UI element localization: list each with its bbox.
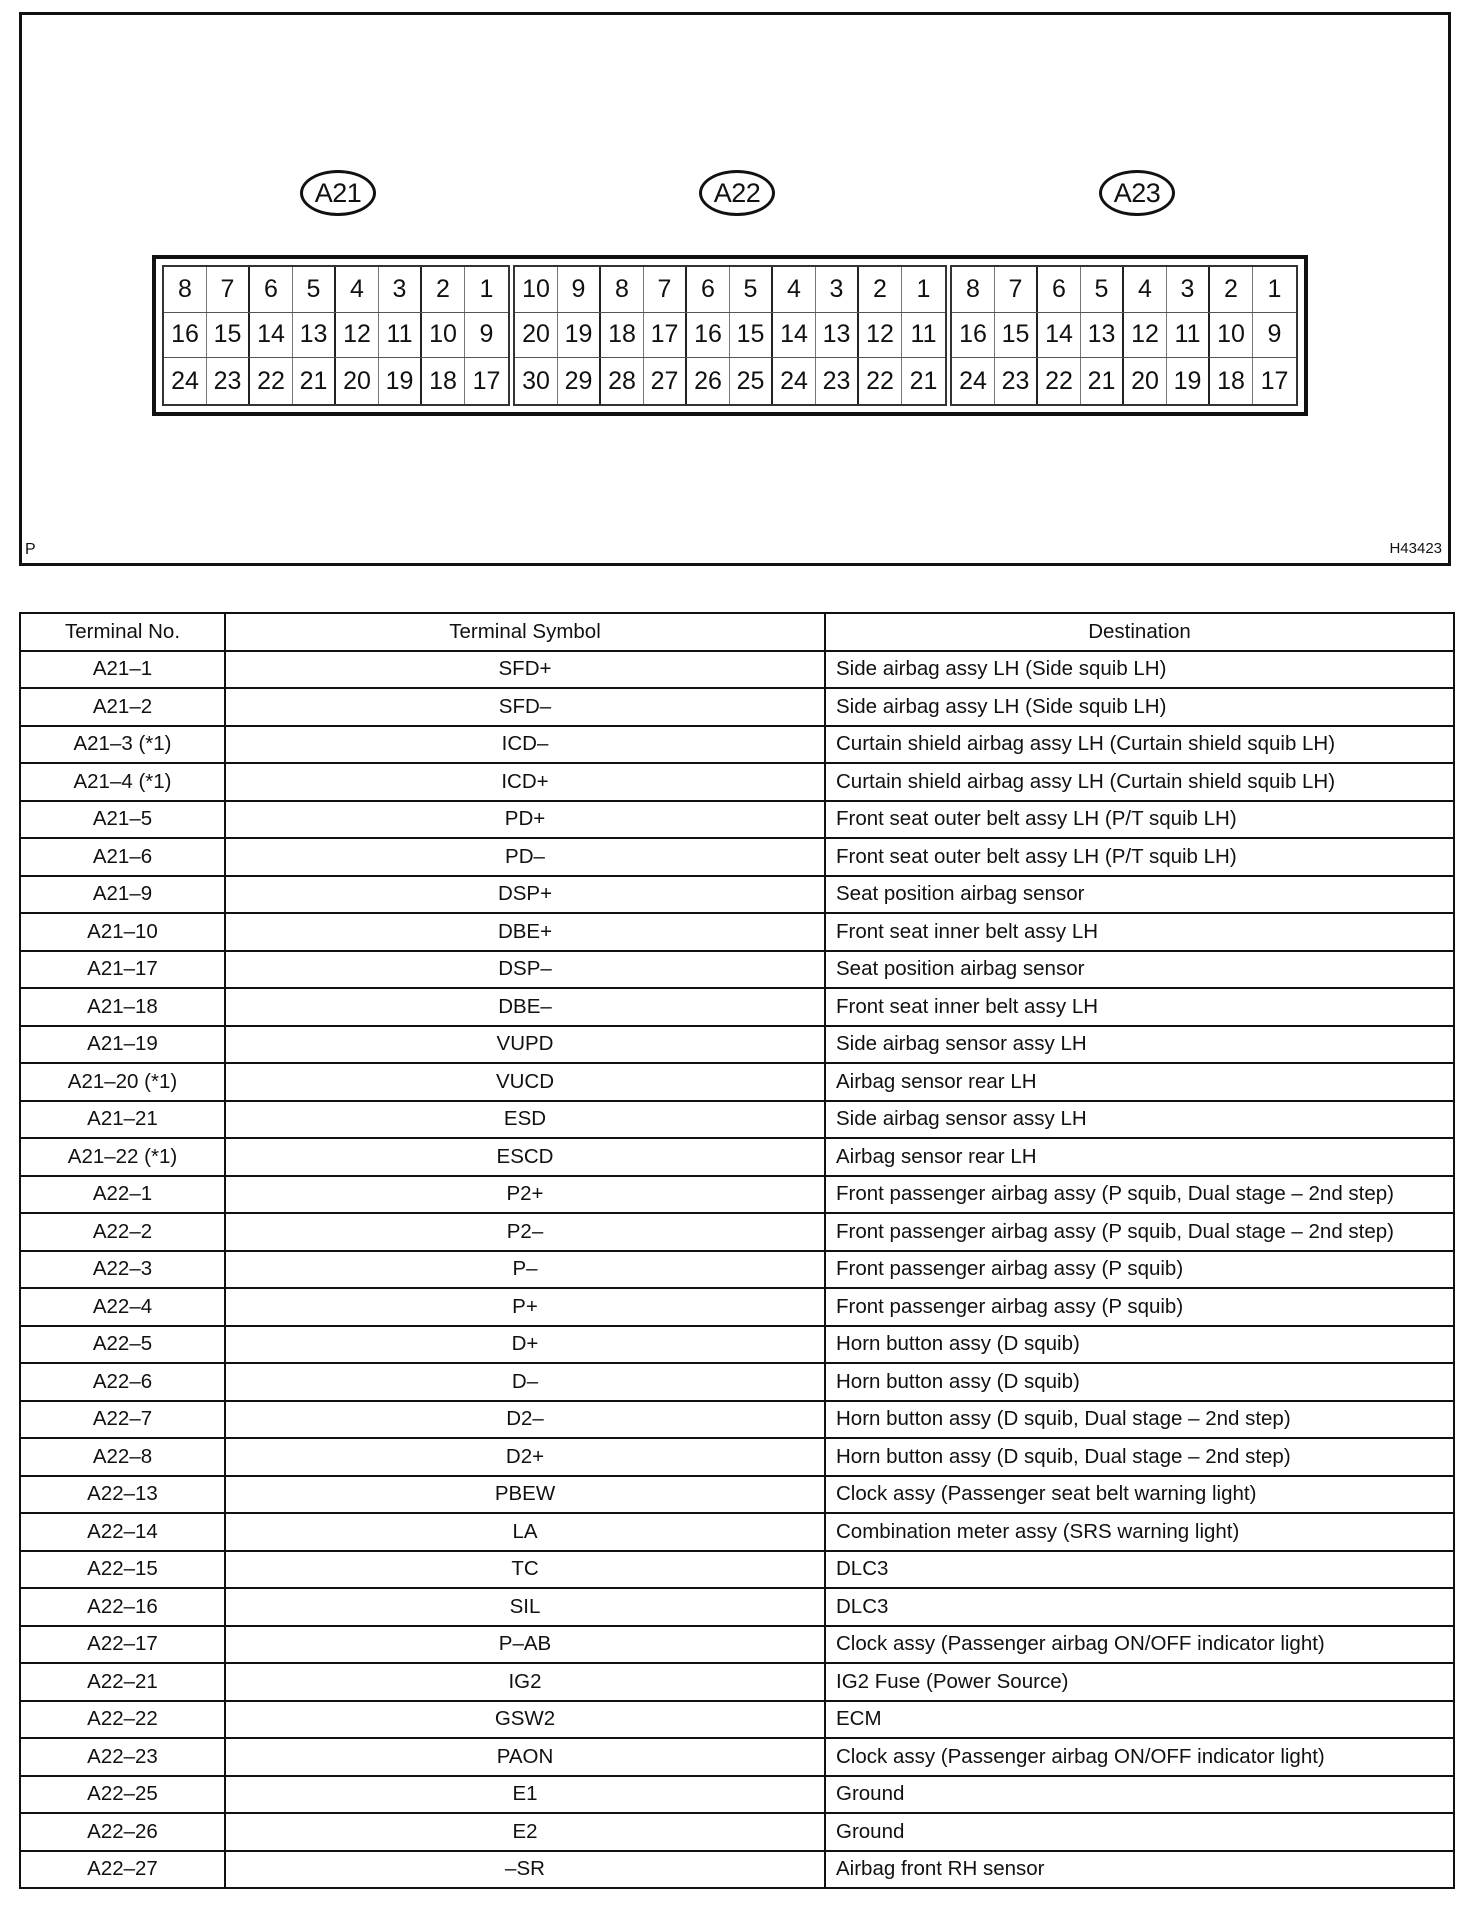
terminal-symbol-cell: DSP+ (225, 876, 825, 914)
terminal-pin: 11 (379, 313, 422, 358)
terminal-pin: 4 (1124, 267, 1167, 312)
table-row (20, 1288, 1454, 1326)
terminal-pin: 16 (952, 313, 995, 358)
terminal-no-cell: A21–19 (20, 1026, 225, 1064)
terminal-pin: 14 (250, 313, 293, 358)
destination-cell: Ground (825, 1813, 1454, 1851)
terminal-table (19, 612, 1455, 1889)
terminal-pin: 4 (773, 267, 816, 312)
terminal-symbol-cell: IG2 (225, 1663, 825, 1701)
terminal-pin: 27 (644, 358, 687, 404)
terminal-symbol-cell: LA (225, 1513, 825, 1551)
terminal-pin: 16 (687, 313, 730, 358)
terminal-symbol-cell: –SR (225, 1851, 825, 1889)
terminal-symbol-cell: D+ (225, 1326, 825, 1364)
terminal-pin: 18 (422, 358, 465, 404)
terminal-pin: 14 (1038, 313, 1081, 358)
terminal-no-cell: A22–25 (20, 1776, 225, 1814)
terminal-symbol-cell: D2+ (225, 1438, 825, 1476)
table-row (20, 1476, 1454, 1514)
terminal-pin: 17 (472, 366, 501, 395)
terminal-symbol-cell: ICD– (225, 726, 825, 764)
table-row (20, 1588, 1454, 1626)
terminal-pin: 13 (816, 313, 859, 358)
terminal-symbol-cell: VUPD (225, 1026, 825, 1064)
terminal-no-cell: A22–27 (20, 1851, 225, 1889)
destination-cell: Front passenger airbag assy (P squib) (825, 1251, 1454, 1289)
table-row (20, 1251, 1454, 1289)
table-row (20, 1738, 1454, 1776)
table-row (20, 1063, 1454, 1101)
terminal-no-cell: A22–16 (20, 1588, 225, 1626)
terminal-pin: 8 (952, 267, 995, 312)
terminal-pin: 8 (164, 267, 207, 312)
destination-cell: Seat position airbag sensor (825, 876, 1454, 914)
terminal-pin: 10 (1210, 313, 1253, 358)
terminal-pin: 11 (910, 320, 937, 349)
terminal-pin: 7 (644, 267, 687, 312)
terminal-pin: 23 (995, 358, 1038, 404)
pin-row (952, 313, 1296, 359)
terminal-pin: 12 (1124, 313, 1167, 358)
header-destination: Destination (825, 613, 1454, 651)
destination-cell: Airbag sensor rear LH (825, 1063, 1454, 1101)
terminal-pin: 19 (558, 313, 601, 358)
terminal-no-cell: A22–5 (20, 1326, 225, 1364)
terminal-no-cell: A22–22 (20, 1701, 225, 1739)
terminal-pin: 16 (164, 313, 207, 358)
terminal-pin: 3 (816, 267, 859, 312)
terminal-no-cell: A22–6 (20, 1363, 225, 1401)
terminal-pin: 20 (336, 358, 379, 404)
terminal-no-cell: A21–6 (20, 838, 225, 876)
destination-cell: Clock assy (Passenger airbag ON/OFF indicator light) (825, 1738, 1454, 1776)
terminal-pin: 7 (207, 267, 250, 312)
corner-label: P (25, 541, 36, 558)
terminal-pin: 26 (687, 358, 730, 404)
table-row (20, 688, 1454, 726)
table-row (20, 1851, 1454, 1889)
terminal-pin: 14 (773, 313, 816, 358)
terminal-pin: 22 (859, 358, 902, 404)
terminal-no-cell: A22–15 (20, 1551, 225, 1589)
terminal-no-cell: A22–26 (20, 1813, 225, 1851)
terminal-no-cell: A21–3 (*1) (20, 726, 225, 764)
terminal-pin: 19 (1167, 358, 1210, 404)
terminal-pin: 21 (909, 366, 938, 395)
terminal-no-cell: A22–8 (20, 1438, 225, 1476)
destination-cell: Front seat outer belt assy LH (P/T squib LH) (825, 838, 1454, 876)
terminal-pin: 9 (479, 320, 494, 349)
terminal-pin: 18 (601, 313, 644, 358)
terminal-symbol-cell: DBE– (225, 988, 825, 1026)
terminal-symbol-cell: PD– (225, 838, 825, 876)
terminal-no-cell: A21–4 (*1) (20, 763, 225, 801)
terminal-no-cell: A21–20 (*1) (20, 1063, 225, 1101)
terminal-pin: 24 (952, 358, 995, 404)
destination-cell: Clock assy (Passenger airbag ON/OFF indicator light) (825, 1626, 1454, 1664)
terminal-pin: 21 (1081, 358, 1124, 404)
header-terminal-no: Terminal No. (20, 613, 225, 651)
connector-diagram (19, 12, 1451, 566)
terminal-pin: 6 (1038, 267, 1081, 312)
table-row (20, 1438, 1454, 1476)
terminal-symbol-cell: GSW2 (225, 1701, 825, 1739)
table-row (20, 988, 1454, 1026)
table-row (20, 1776, 1454, 1814)
pin-row (515, 358, 945, 404)
table-row (20, 1026, 1454, 1064)
table-row (20, 1626, 1454, 1664)
terminal-no-cell: A22–17 (20, 1626, 225, 1664)
terminal-symbol-cell: DBE+ (225, 913, 825, 951)
terminal-pin: 20 (1124, 358, 1167, 404)
terminal-no-cell: A22–7 (20, 1401, 225, 1439)
table-row (20, 1363, 1454, 1401)
table-row (20, 1101, 1454, 1139)
terminal-pin: 25 (730, 358, 773, 404)
terminal-symbol-cell: PAON (225, 1738, 825, 1776)
destination-cell: Front passenger airbag assy (P squib) (825, 1288, 1454, 1326)
terminal-pin: 24 (164, 358, 207, 404)
terminal-no-cell: A22–1 (20, 1176, 225, 1214)
terminal-symbol-cell: P– (225, 1251, 825, 1289)
destination-cell: Front seat inner belt assy LH (825, 988, 1454, 1026)
destination-cell: Combination meter assy (SRS warning light) (825, 1513, 1454, 1551)
destination-cell: Front seat inner belt assy LH (825, 913, 1454, 951)
terminal-symbol-cell: SIL (225, 1588, 825, 1626)
table-row (20, 951, 1454, 989)
terminal-symbol-cell: DSP– (225, 951, 825, 989)
terminal-symbol-cell: PBEW (225, 1476, 825, 1514)
table-row (20, 1138, 1454, 1176)
destination-cell: Side airbag assy LH (Side squib LH) (825, 688, 1454, 726)
table-row (20, 1213, 1454, 1251)
destination-cell: Horn button assy (D squib) (825, 1363, 1454, 1401)
terminal-pin: 3 (379, 267, 422, 312)
terminal-symbol-cell: SFD+ (225, 651, 825, 689)
terminal-no-cell: A21–22 (*1) (20, 1138, 225, 1176)
terminal-pin: 4 (336, 267, 379, 312)
pin-row (515, 313, 945, 359)
pin-row (164, 358, 508, 404)
terminal-pin: 1 (916, 274, 931, 303)
destination-cell: Horn button assy (D squib, Dual stage – 2nd step) (825, 1438, 1454, 1476)
connector-label-a23: A23 (1099, 170, 1175, 216)
terminal-pin: 5 (1081, 267, 1124, 312)
terminal-pin: 7 (995, 267, 1038, 312)
terminal-pin: 13 (293, 313, 336, 358)
terminal-symbol-cell: TC (225, 1551, 825, 1589)
terminal-pin: 17 (1260, 366, 1289, 395)
destination-cell: Side airbag assy LH (Side squib LH) (825, 651, 1454, 689)
destination-cell: Airbag sensor rear LH (825, 1138, 1454, 1176)
terminal-symbol-cell: D– (225, 1363, 825, 1401)
figure-code: H43423 (1389, 540, 1442, 557)
terminal-pin: 2 (422, 267, 465, 312)
destination-cell: Side airbag sensor assy LH (825, 1026, 1454, 1064)
terminal-pin: 15 (207, 313, 250, 358)
terminal-symbol-cell: ESD (225, 1101, 825, 1139)
table-row (20, 1663, 1454, 1701)
terminal-pin: 13 (1081, 313, 1124, 358)
table-row (20, 1551, 1454, 1589)
table-row (20, 726, 1454, 764)
terminal-pin: 18 (1210, 358, 1253, 404)
terminal-symbol-cell: VUCD (225, 1063, 825, 1101)
terminal-pin: 11 (1167, 313, 1210, 358)
destination-cell: Curtain shield airbag assy LH (Curtain shield squib LH) (825, 726, 1454, 764)
terminal-pin: 1 (479, 274, 494, 303)
terminal-pin: 3 (1167, 267, 1210, 312)
table-row (20, 1701, 1454, 1739)
table-row (20, 1326, 1454, 1364)
terminal-pin: 23 (207, 358, 250, 404)
terminal-no-cell: A21–9 (20, 876, 225, 914)
terminal-no-cell: A21–10 (20, 913, 225, 951)
terminal-no-cell: A21–21 (20, 1101, 225, 1139)
terminal-pin: 15 (730, 313, 773, 358)
terminal-pin: 6 (250, 267, 293, 312)
table-row (20, 763, 1454, 801)
table-row (20, 913, 1454, 951)
connector-block-a21 (162, 265, 510, 406)
terminal-symbol-cell: SFD– (225, 688, 825, 726)
terminal-pin: 10 (515, 267, 558, 312)
table-row (20, 651, 1454, 689)
terminal-pin: 20 (515, 313, 558, 358)
destination-cell: Seat position airbag sensor (825, 951, 1454, 989)
table-row (20, 1513, 1454, 1551)
destination-cell: IG2 Fuse (Power Source) (825, 1663, 1454, 1701)
terminal-no-cell: A22–2 (20, 1213, 225, 1251)
destination-cell: Front seat outer belt assy LH (P/T squib LH) (825, 801, 1454, 839)
connector-block-a23 (950, 265, 1298, 406)
terminal-no-cell: A21–18 (20, 988, 225, 1026)
terminal-no-cell: A22–21 (20, 1663, 225, 1701)
terminal-no-cell: A21–17 (20, 951, 225, 989)
terminal-symbol-cell: P2– (225, 1213, 825, 1251)
destination-cell: DLC3 (825, 1551, 1454, 1589)
destination-cell: Front passenger airbag assy (P squib, Dual stage – 2nd step) (825, 1176, 1454, 1214)
destination-cell: Clock assy (Passenger seat belt warning light) (825, 1476, 1454, 1514)
terminal-pin: 6 (687, 267, 730, 312)
terminal-pin: 15 (995, 313, 1038, 358)
terminal-no-cell: A21–1 (20, 651, 225, 689)
terminal-symbol-cell: E2 (225, 1813, 825, 1851)
terminal-pin: 2 (859, 267, 902, 312)
terminal-symbol-cell: P+ (225, 1288, 825, 1326)
table-row (20, 1813, 1454, 1851)
terminal-symbol-cell: ESCD (225, 1138, 825, 1176)
destination-cell: Side airbag sensor assy LH (825, 1101, 1454, 1139)
destination-cell: Horn button assy (D squib, Dual stage – 2nd step) (825, 1401, 1454, 1439)
terminal-pin: 22 (250, 358, 293, 404)
table-row (20, 1176, 1454, 1214)
table-row (20, 876, 1454, 914)
destination-cell: Horn button assy (D squib) (825, 1326, 1454, 1364)
terminal-pin: 5 (293, 267, 336, 312)
terminal-pin: 30 (515, 358, 558, 404)
terminal-symbol-cell: ICD+ (225, 763, 825, 801)
connector-label-a21: A21 (300, 170, 376, 216)
terminal-no-cell: A22–23 (20, 1738, 225, 1776)
terminal-symbol-cell: P2+ (225, 1176, 825, 1214)
pin-row (515, 267, 945, 313)
terminal-pin: 17 (644, 313, 687, 358)
destination-cell: DLC3 (825, 1588, 1454, 1626)
terminal-no-cell: A21–2 (20, 688, 225, 726)
terminal-symbol-cell: PD+ (225, 801, 825, 839)
terminal-pin: 1 (1267, 274, 1282, 303)
table-header-row (20, 613, 1454, 651)
terminal-pin: 21 (293, 358, 336, 404)
destination-cell: Front passenger airbag assy (P squib, Dual stage – 2nd step) (825, 1213, 1454, 1251)
terminal-pin: 10 (422, 313, 465, 358)
connector-block-a22 (513, 265, 947, 406)
terminal-symbol-cell: P–AB (225, 1626, 825, 1664)
terminal-pin: 19 (379, 358, 422, 404)
terminal-pin: 23 (816, 358, 859, 404)
terminal-pin: 9 (558, 267, 601, 312)
terminal-pin: 29 (558, 358, 601, 404)
terminal-pin: 24 (773, 358, 816, 404)
pin-row (164, 313, 508, 359)
pin-row (164, 267, 508, 313)
destination-cell: Curtain shield airbag assy LH (Curtain shield squib LH) (825, 763, 1454, 801)
table-row (20, 1401, 1454, 1439)
pin-row (952, 267, 1296, 313)
terminal-no-cell: A22–3 (20, 1251, 225, 1289)
header-terminal-symbol: Terminal Symbol (225, 613, 825, 651)
destination-cell: Ground (825, 1776, 1454, 1814)
destination-cell: Airbag front RH sensor (825, 1851, 1454, 1889)
terminal-symbol-cell: D2– (225, 1401, 825, 1439)
terminal-pin: 12 (336, 313, 379, 358)
destination-cell: ECM (825, 1701, 1454, 1739)
table-row (20, 801, 1454, 839)
terminal-no-cell: A22–4 (20, 1288, 225, 1326)
terminal-no-cell: A22–13 (20, 1476, 225, 1514)
terminal-pin: 2 (1210, 267, 1253, 312)
terminal-pin: 5 (730, 267, 773, 312)
terminal-pin: 22 (1038, 358, 1081, 404)
terminal-no-cell: A22–14 (20, 1513, 225, 1551)
terminal-pin: 8 (601, 267, 644, 312)
terminal-pin: 9 (1267, 320, 1282, 349)
terminal-no-cell: A21–5 (20, 801, 225, 839)
connector-label-a22: A22 (699, 170, 775, 216)
terminal-symbol-cell: E1 (225, 1776, 825, 1814)
table-row (20, 838, 1454, 876)
terminal-pin: 12 (859, 313, 902, 358)
terminal-pin: 28 (601, 358, 644, 404)
ecu-connector-face (152, 255, 1308, 416)
pin-row (952, 358, 1296, 404)
